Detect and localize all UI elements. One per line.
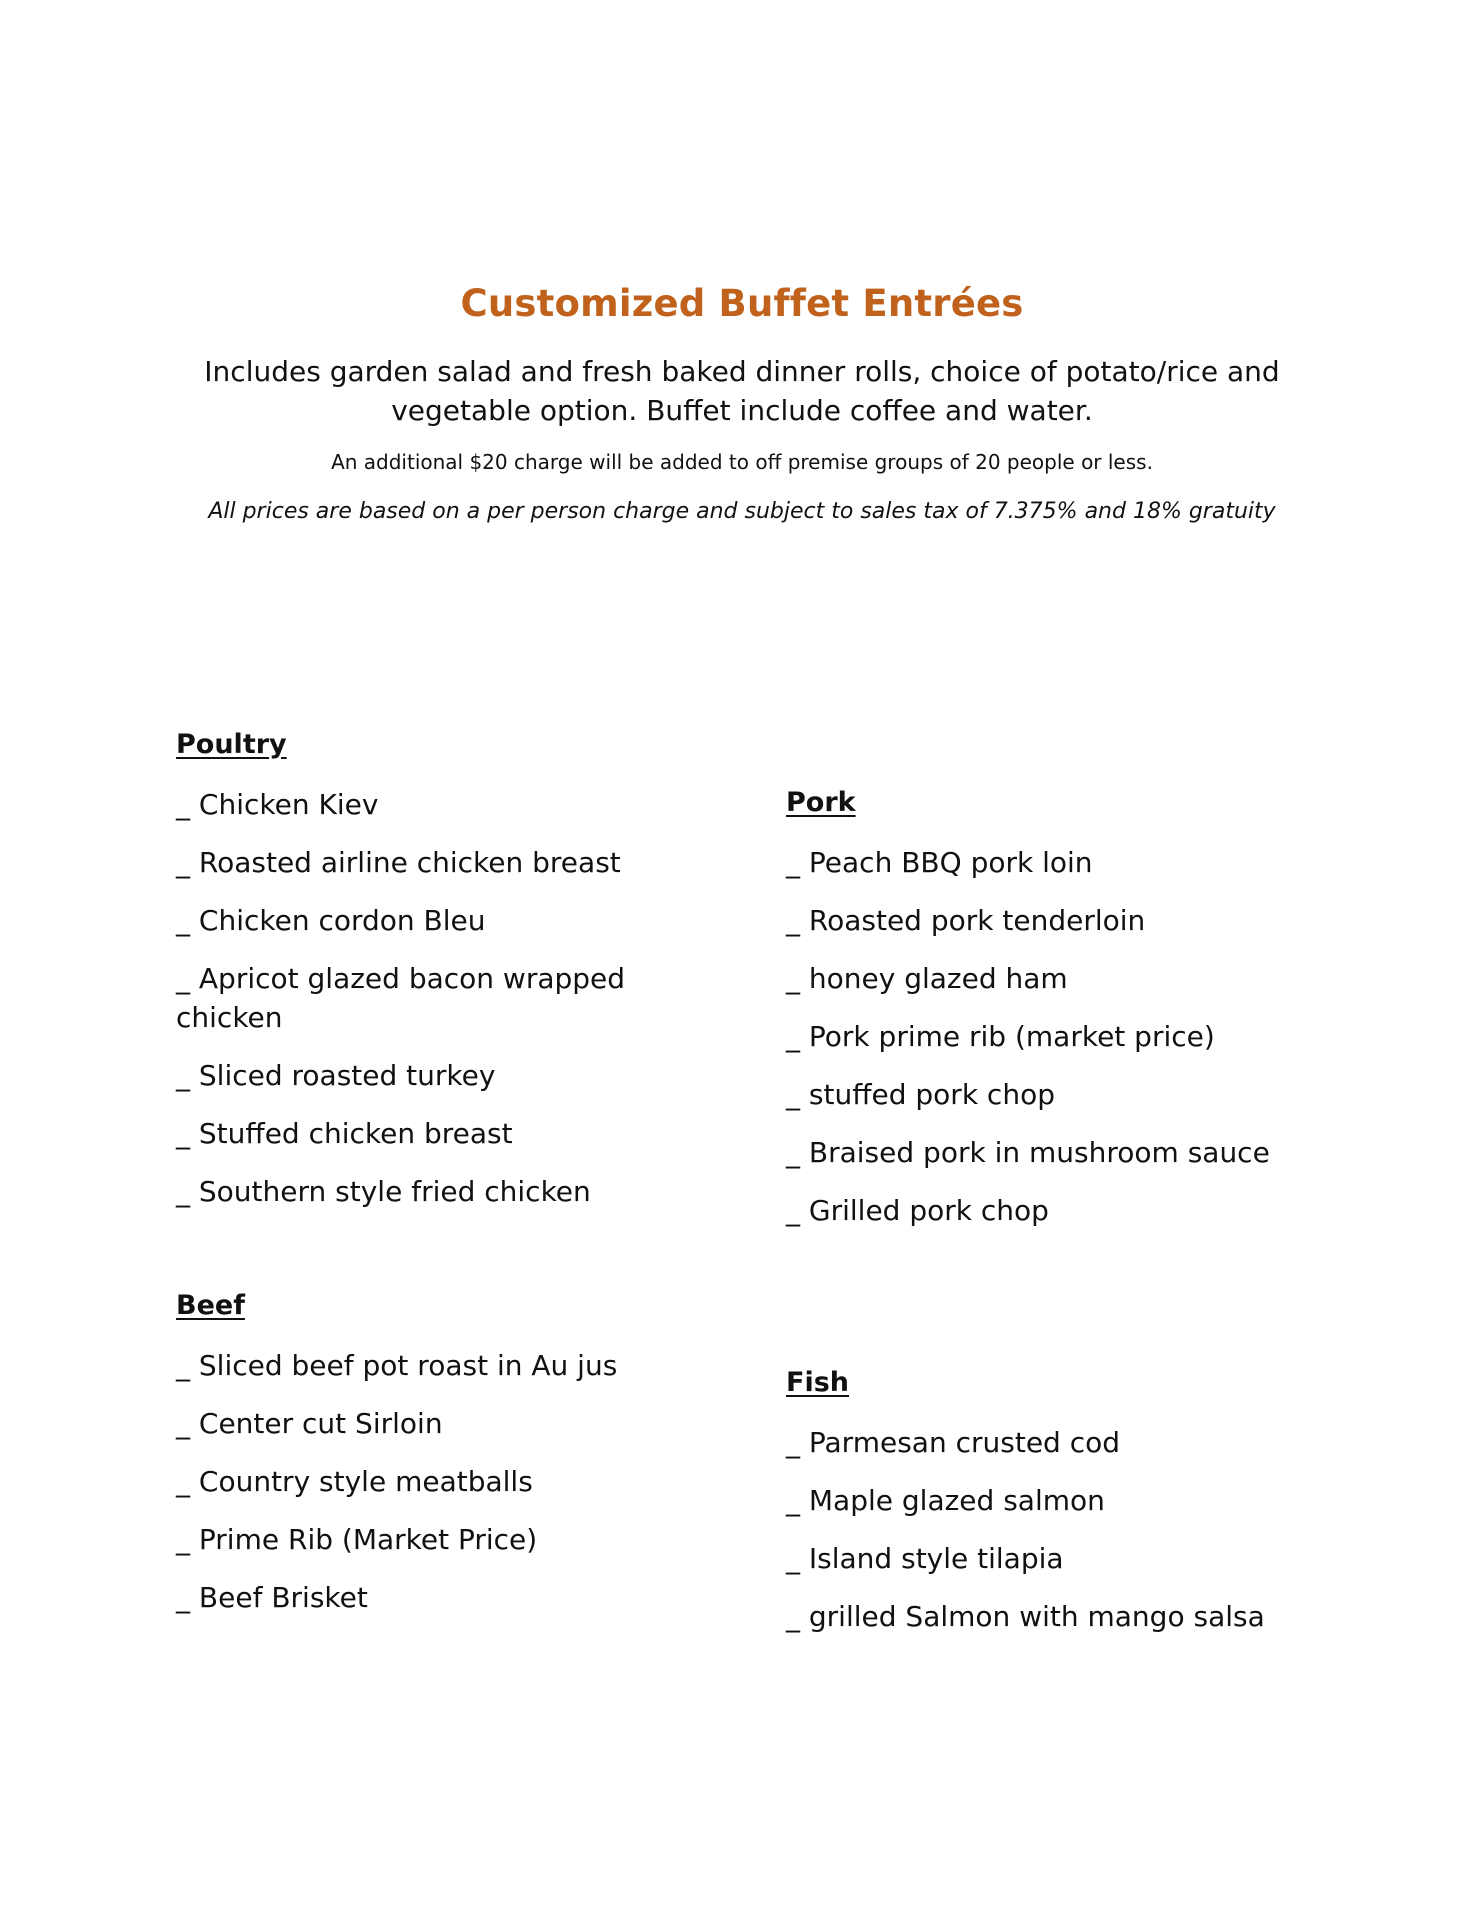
menu-item: _ Chicken cordon Bleu (176, 904, 486, 937)
menu-item: _ Center cut Sirloin (176, 1407, 443, 1440)
menu-item: _ Beef Brisket (176, 1581, 368, 1614)
menu-item: _ Sliced roasted turkey (176, 1059, 496, 1092)
menu-item: _ Stuffed chicken breast (176, 1117, 513, 1150)
section-heading-pork: Pork (786, 787, 856, 818)
tax-note: All prices are based on a per person charge and subject to sales tax of 7.375% and 18% gratuity (208, 499, 1276, 524)
menu-item: _ grilled Salmon with mango salsa (786, 1600, 1265, 1633)
menu-item: _ Prime Rib (Market Price) (176, 1523, 538, 1556)
intro-text: Includes garden salad and fresh baked dinner rolls, choice of potato/rice and vegetable option. Buffet include coffee and water. (204, 355, 1280, 427)
menu-item: _ Roasted pork tenderloin (786, 904, 1146, 937)
menu-item: _ Grilled pork chop (786, 1194, 1049, 1227)
menu-item: _ stuffed pork chop (786, 1078, 1055, 1111)
menu-item: _ Apricot glazed bacon wrapped chicken (176, 962, 626, 1034)
poultry-section (176, 727, 696, 1230)
surcharge-notice: An additional $20 charge will be added to off premise groups of 20 people or less. (331, 450, 1153, 474)
section-heading-poultry: Poultry (176, 729, 287, 760)
menu-item: _ Parmesan crusted cod (786, 1426, 1121, 1459)
menu-item: _ Country style meatballs (176, 1465, 533, 1498)
fish-section (786, 1365, 1346, 1655)
menu-item: _ Braised pork in mushroom sauce (786, 1136, 1270, 1169)
menu-item: _ Southern style fried chicken (176, 1175, 591, 1208)
menu-item: _ Sliced beef pot roast in Au jus (176, 1349, 618, 1382)
menu-item: _ Peach BBQ pork loin (786, 846, 1093, 879)
menu-item: _ Island style tilapia (786, 1542, 1064, 1575)
menu-item: _ Maple glazed salmon (786, 1484, 1105, 1517)
menu-item: _ Pork prime rib (market price) (786, 1020, 1215, 1053)
beef-section (176, 1288, 696, 1636)
section-heading-fish: Fish (786, 1367, 849, 1398)
section-heading-beef: Beef (176, 1290, 245, 1321)
pork-section (786, 785, 1346, 1249)
menu-item: _ Roasted airline chicken breast (176, 846, 621, 879)
page-title: Customized Buffet Entrées (460, 282, 1024, 325)
menu-item: _ Chicken Kiev (176, 788, 379, 821)
menu-item: _ honey glazed ham (786, 962, 1068, 995)
